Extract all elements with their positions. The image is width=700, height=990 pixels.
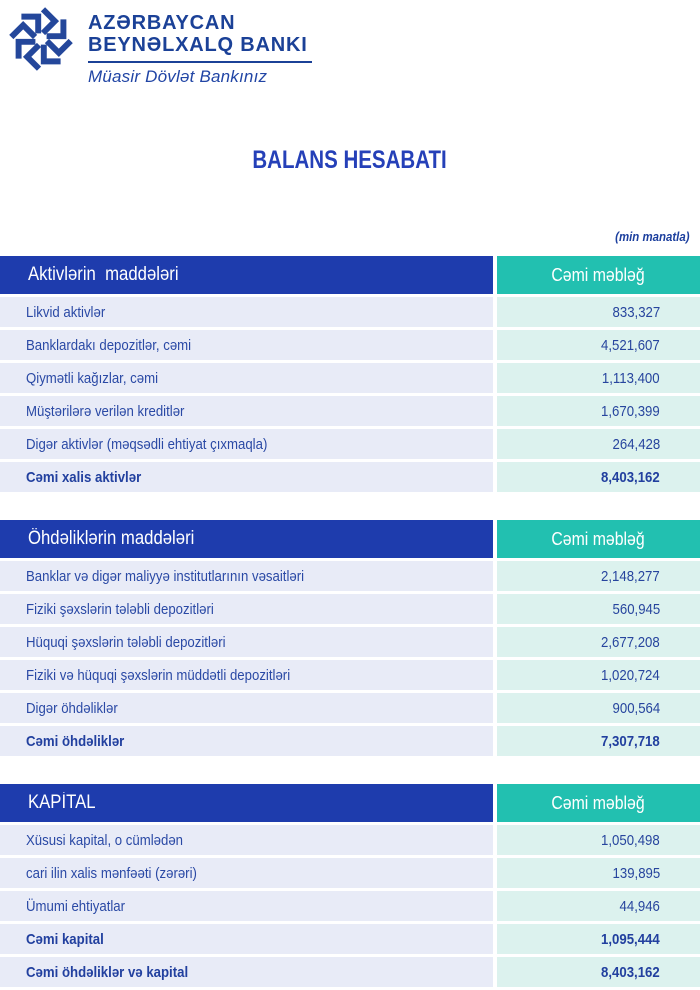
table-row: Banklar və digər maliyyə institutlarının vəsaitləri 2,148,277 <box>0 561 700 591</box>
table-row: Fiziki şəxslərin tələbli depozitləri 560,945 <box>0 594 700 624</box>
table-row: cari ilin xalis mənfəəti (zərəri) 139,895 <box>0 858 700 888</box>
table-row: Likvid aktivlər 833,327 <box>0 297 700 327</box>
brand-block <box>88 12 348 87</box>
table-total-row: Cəmi kapital 1,095,444 <box>0 924 700 954</box>
capital-table-header <box>0 784 700 822</box>
assets-table-header <box>0 256 700 294</box>
table-total-row: Cəmi xalis aktivlər 8,403,162 <box>0 462 700 492</box>
amount-header-cell: Cəmi məbləğ <box>497 520 700 558</box>
balance-tables <box>0 256 700 990</box>
table-total-row: Cəmi öhdəliklər 7,307,718 <box>0 726 700 756</box>
table-row: Müştərilərə verilən kreditlər 1,670,399 <box>0 396 700 426</box>
brand-divider <box>88 61 312 63</box>
liabilities-table-header <box>0 520 700 558</box>
brand-name-line2: BEYNƏLXALQ BANKI <box>88 34 308 56</box>
capital-table <box>0 784 700 987</box>
table-row: Hüquqi şəxslərin tələbli depozitləri 2,677,208 <box>0 627 700 657</box>
assets-table <box>0 256 700 492</box>
table-row: Ümumi ehtiyatlar 44,946 <box>0 891 700 921</box>
table-row: Qiymətli kağızlar, cəmi 1,113,400 <box>0 363 700 393</box>
table-row: Fiziki və hüquqi şəxslərin müddətli depozitləri 1,020,724 <box>0 660 700 690</box>
liabilities-header-cell: Öhdəliklərin maddələri <box>0 520 493 558</box>
unit-note: (min manatla) <box>615 229 690 244</box>
bank-logo-knot-icon <box>8 6 74 72</box>
page-title: BALANS HESABATI <box>252 146 448 174</box>
brand-name-line1: AZƏRBAYCAN <box>88 12 236 34</box>
table-total-row: Cəmi öhdəliklər və kapital 8,403,162 <box>0 957 700 987</box>
liabilities-table <box>0 520 700 756</box>
amount-header-cell: Cəmi məbləğ <box>497 784 700 822</box>
table-row: Banklardakı depozitlər, cəmi 4,521,607 <box>0 330 700 360</box>
table-row: Digər aktivlər (məqsədli ehtiyat çıxmaqla) 264,428 <box>0 429 700 459</box>
capital-header-cell: KAPİTAL <box>0 784 493 822</box>
assets-header-cell: Aktivlərin maddələri <box>0 256 493 294</box>
brand-tagline: Müasir Dövlət Bankınız <box>88 67 268 86</box>
table-row: Digər öhdəliklər 900,564 <box>0 693 700 723</box>
amount-header-cell: Cəmi məbləğ <box>497 256 700 294</box>
table-row: Xüsusi kapital, o cümlədən 1,050,498 <box>0 825 700 855</box>
